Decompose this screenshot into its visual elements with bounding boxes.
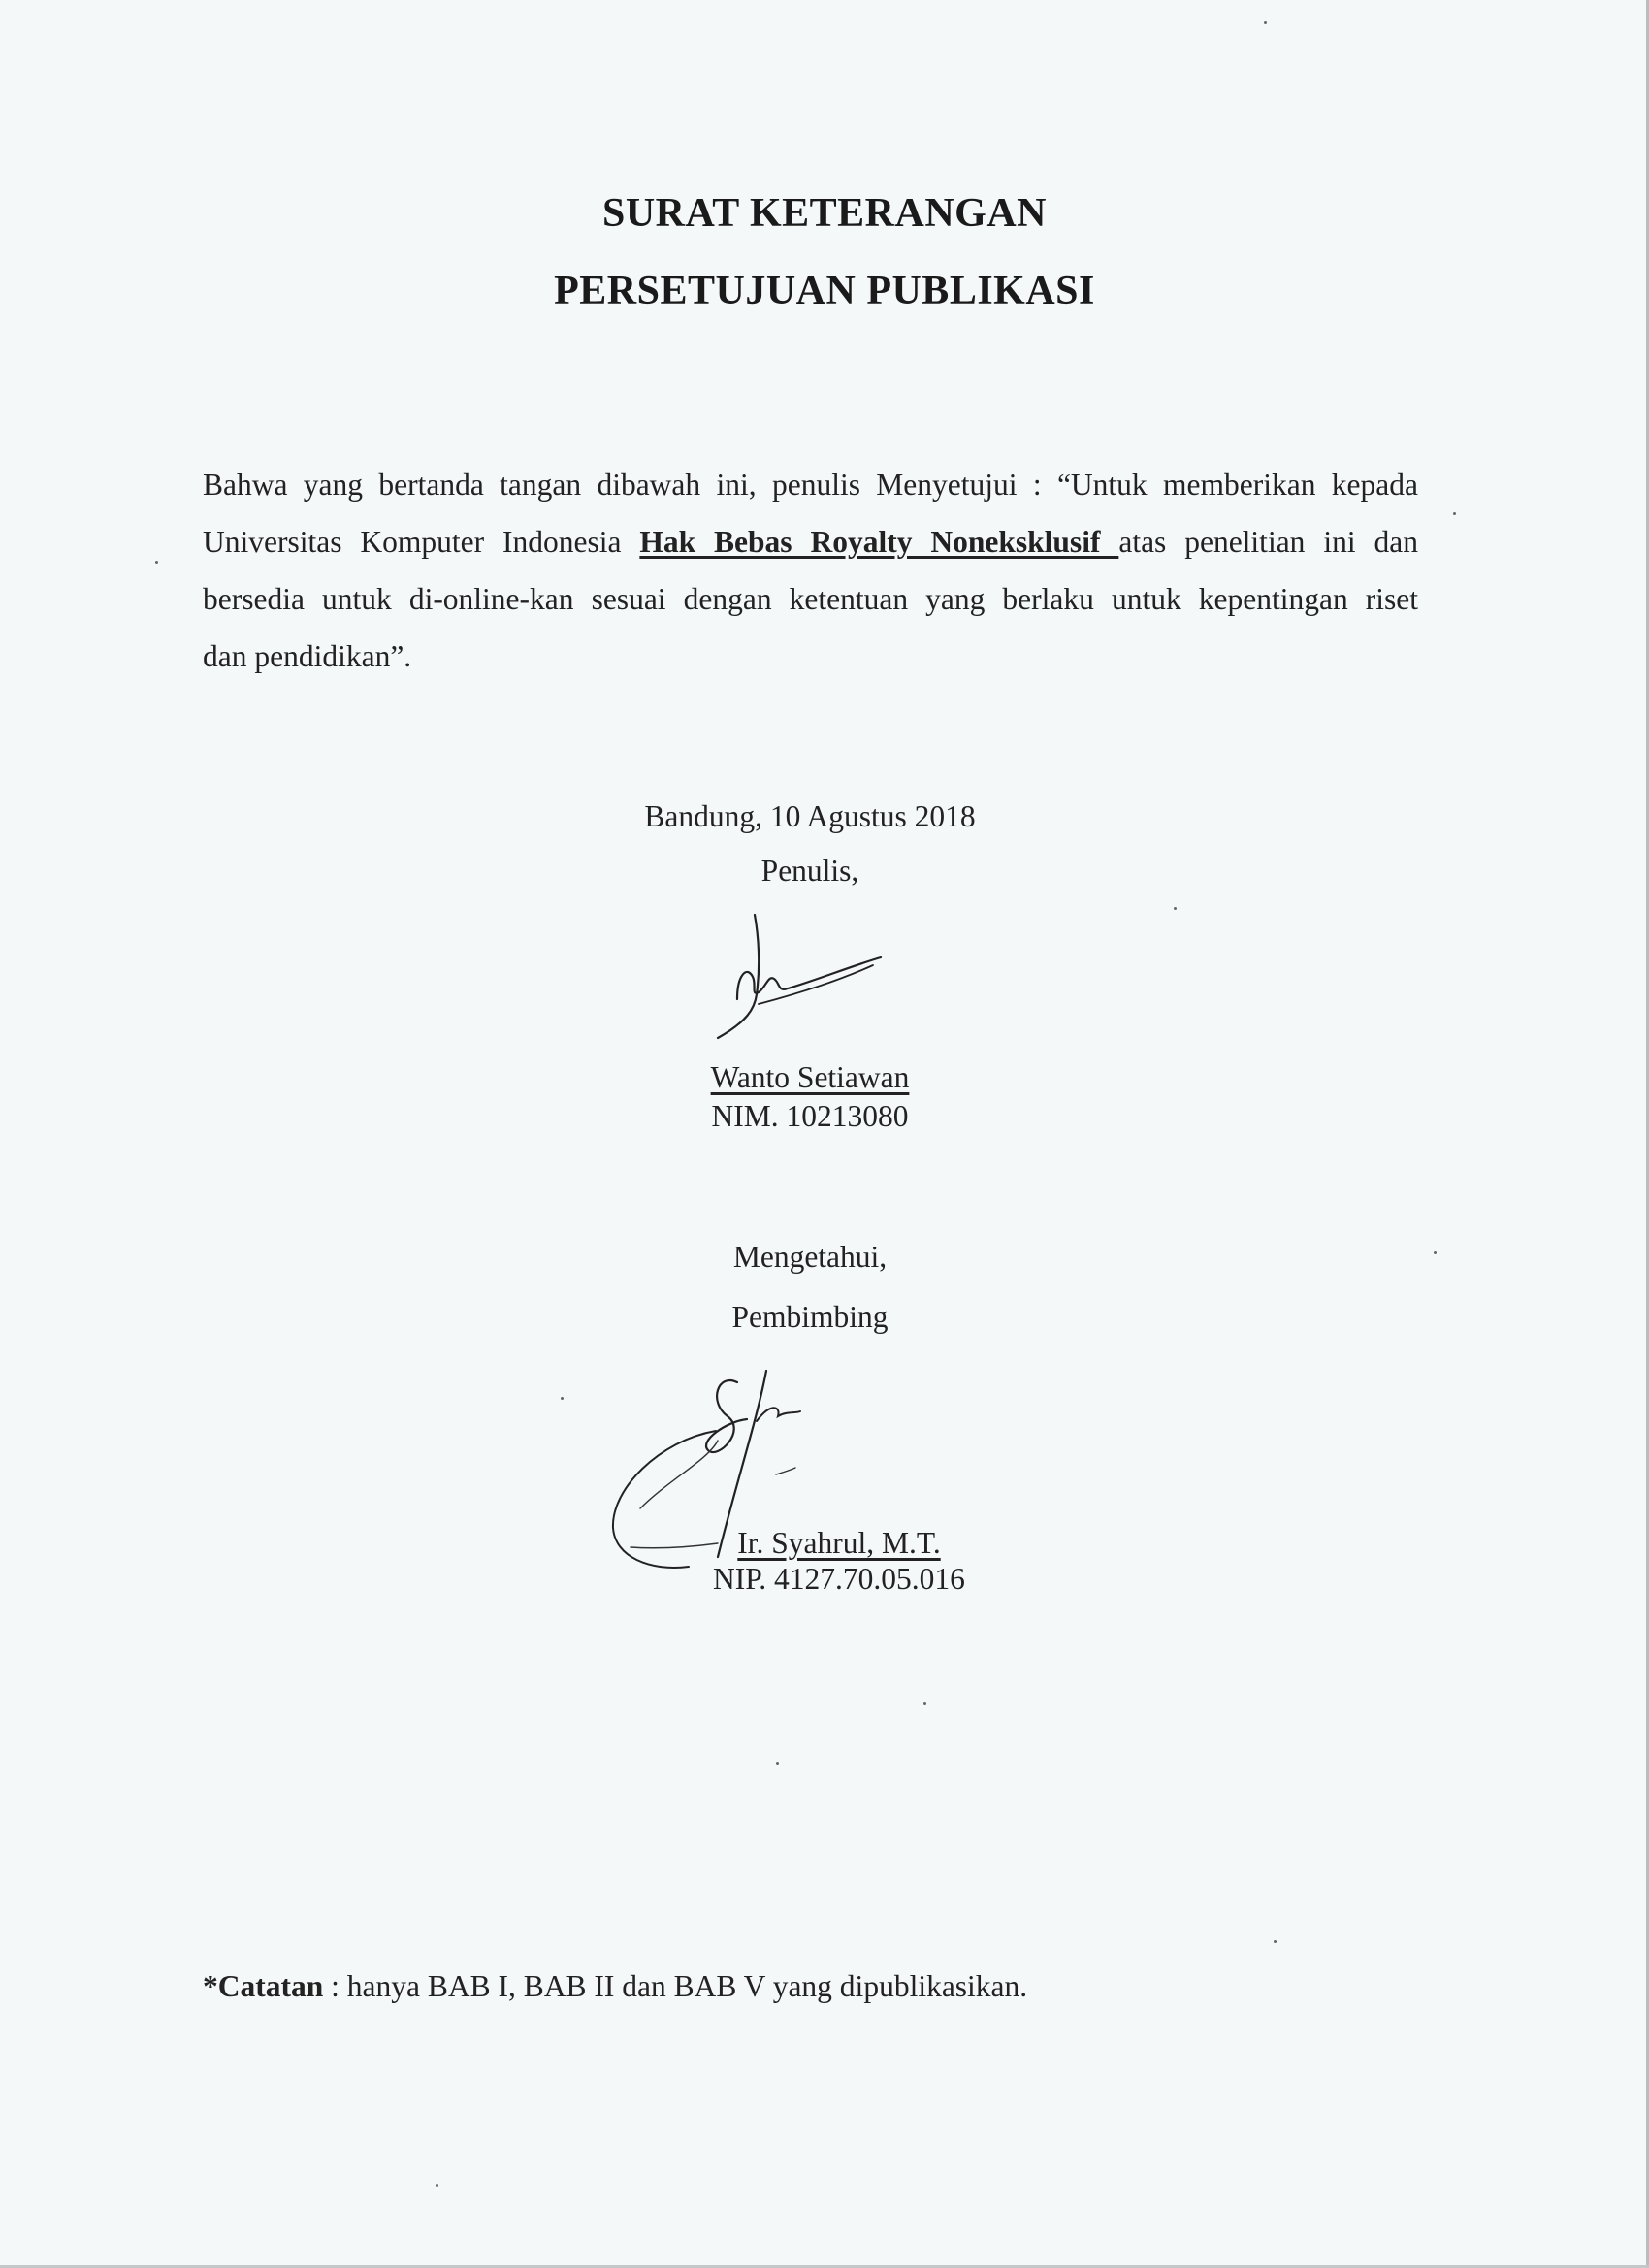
scan-speck (561, 1397, 564, 1400)
author-role: Penulis, (760, 854, 859, 888)
document-subtitle: PERSETUJUAN PUBLIKASI (554, 269, 1095, 313)
note-label: *Catatan (203, 1969, 324, 2003)
supervisor-id: NIP. 4127.70.05.016 (713, 1562, 965, 1596)
supervisor-role: Pembimbing (731, 1300, 889, 1334)
statement-line-3: bersedia untuk di-online-kan sesuai dengan ketentuan yang berlaku untuk kepentingan riset (203, 582, 1418, 616)
royalty-rights-emphasis: Hak Bebas Royalty Noneksklusif (639, 525, 1119, 559)
scan-speck (1434, 1251, 1437, 1254)
scan-speck (1174, 907, 1177, 910)
scan-speck (436, 2184, 438, 2187)
place-date: Bandung, 10 Agustus 2018 (644, 799, 976, 833)
statement-line-1: Bahwa yang bertanda tangan dibawah ini, penulis Menyetujui : “Untuk memberikan kepada (203, 468, 1418, 502)
statement-line-4: dan pendidikan”. (203, 639, 412, 673)
scan-speck (776, 1762, 779, 1765)
acknowledgement-label: Mengetahui, (732, 1240, 888, 1274)
author-name: Wanto Setiawan (710, 1060, 910, 1094)
author-signature (698, 907, 892, 1043)
note-text: : hanya BAB I, BAB II dan BAB V yang dipublikasikan. (323, 1969, 1028, 2003)
scan-speck (1453, 512, 1456, 515)
statement-line-2-start: Universitas Komputer Indonesia (203, 525, 640, 559)
supervisor-name: Ir. Syahrul, M.T. (737, 1526, 941, 1560)
statement-paragraph (203, 456, 1418, 685)
document-title: SURAT KETERANGAN (601, 191, 1048, 236)
publication-note (203, 1969, 1027, 2004)
scan-speck (1274, 1940, 1277, 1943)
scan-speck (923, 1702, 926, 1705)
statement-line-2-end: atas penelitian ini dan (1118, 525, 1418, 559)
statement-line-2 (203, 513, 1418, 570)
scan-speck (1264, 21, 1267, 24)
scan-speck (155, 561, 158, 564)
author-id: NIM. 10213080 (711, 1099, 909, 1133)
